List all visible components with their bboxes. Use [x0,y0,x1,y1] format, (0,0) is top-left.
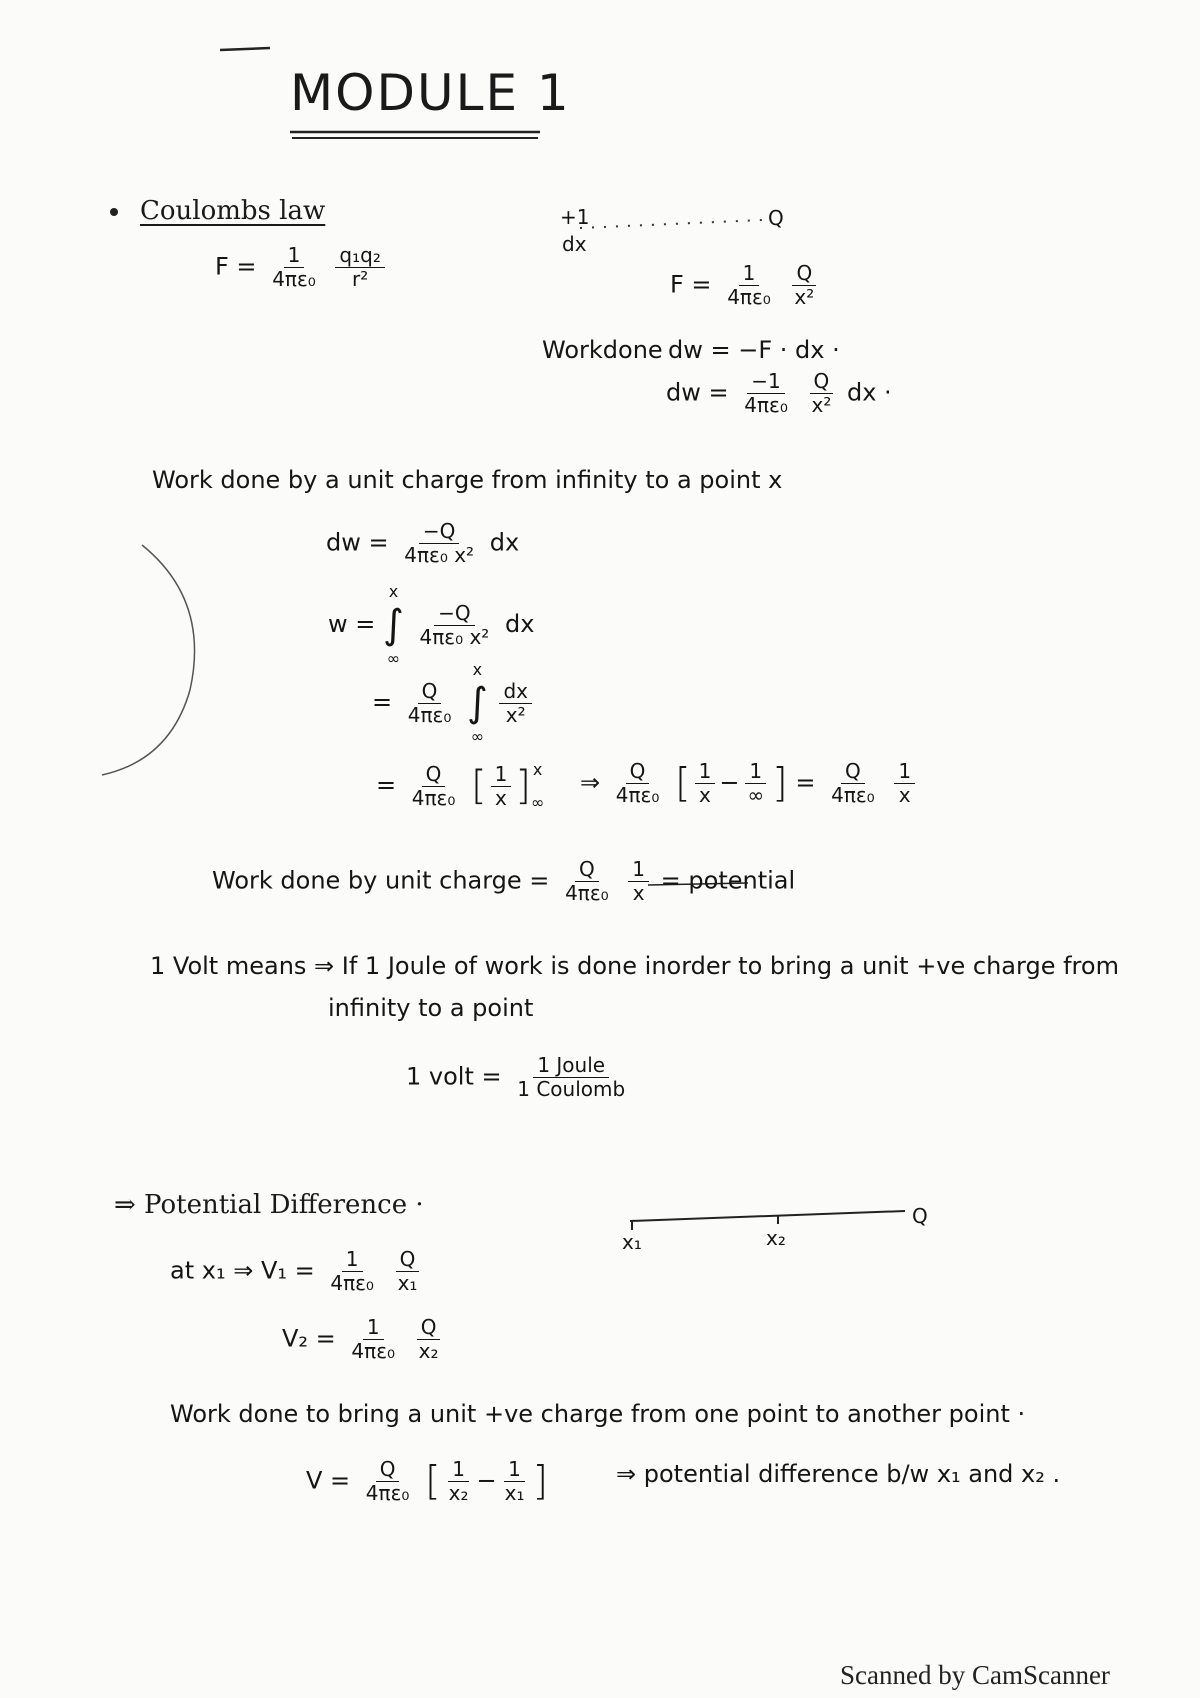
integral-sign-2: ∫ [466,680,488,727]
deriv-step4-b-den: ∞ [747,783,765,807]
volt-formula [406,1054,633,1101]
potential-den1: 4πε₀ [565,881,609,905]
deriv-step4-r2 [894,760,915,807]
v1-num1: 1 [342,1248,363,1272]
v-num: Q [376,1458,400,1482]
workdone-eq2-num1: −1 [747,370,784,394]
workdone-eq2 [666,370,892,417]
deriv-step4-frac [612,760,664,807]
potential-difference-heading: ⇒ Potential Difference · [114,1190,424,1220]
deriv-dw-lhs: dw = [326,528,389,557]
coulomb-heading: Coulombs law [140,196,326,226]
scanner-watermark: Scanned by CamScanner [840,1660,1110,1690]
deriv-step4-eq: = [795,768,816,797]
deriv-step2-num: Q [418,680,442,704]
v-den: 4πε₀ [365,1481,410,1505]
v-lhs: V = [306,1466,351,1495]
volt-formula-frac [513,1054,629,1101]
v-frac-a [445,1458,473,1505]
force2-den2: x² [794,285,815,309]
deriv-step2-frac [404,680,456,727]
deriv-step4 [580,760,919,807]
v1-formula [170,1248,425,1295]
v-right-bracket: ] [532,1458,549,1505]
deriv-w-lhs: w = [328,610,376,639]
v-frac-b [501,1458,529,1505]
deriv-w-tail: dx [504,610,535,639]
deriv-step4-b-num: 1 [745,760,766,784]
v2-num2: Q [417,1316,441,1340]
page-title: MODULE 1 [290,64,571,122]
workdone-eq2-den1: 4πε₀ [744,393,788,417]
workdone-eq2-frac2 [807,370,835,417]
deriv-w [328,582,534,668]
v1-frac1 [326,1248,378,1295]
deriv-step3-lower: ∞ [530,793,545,813]
deriv-dw-tail: dx [489,528,520,557]
force2-num2: Q [792,262,816,286]
axis-x1-label: x₁ [622,1230,642,1254]
v-left-bracket: [ [425,1458,441,1505]
deriv-step3-frac [408,763,460,810]
v2-prefix: V₂ = [282,1324,336,1353]
deriv-dw-frac [400,520,478,567]
bullet [110,208,118,216]
unit-charge-line: Work done by a unit charge from infinity to a point x [152,466,783,494]
v-b-den: x₁ [504,1481,525,1505]
deriv-step4-a [695,760,716,807]
deriv-step2 [372,660,536,746]
deriv-dw-den: 4πε₀ x² [404,543,475,567]
potential-frac1 [561,858,613,905]
potential-frac2 [628,858,649,905]
coulomb-num2: q₁q₂ [335,244,384,268]
v2-formula [282,1316,447,1363]
deriv-step2-int-den: x² [505,702,526,727]
deriv-w-limits [383,582,404,668]
volt-formula-num: 1 Joule [533,1054,609,1078]
deriv-step3-inner [491,763,512,810]
workdone-label: Workdone [542,336,663,364]
deriv-step4-num: Q [626,760,650,784]
axis-line [630,1211,905,1221]
axis-q-label: Q [912,1204,928,1228]
v-note: ⇒ potential difference b/w x₁ and x₂ . [616,1460,1061,1488]
volt-line2: infinity to a point [328,994,534,1022]
deriv-step4-r [827,760,879,807]
coulomb-frac2 [335,244,384,291]
workdone-eq1: dw = −F · dx · [668,336,840,364]
deriv-w-den: 4πε₀ x² [419,624,490,649]
force2-formula [670,262,822,309]
test-charge-label: +1 [560,205,590,229]
volt-formula-lhs: 1 volt = [406,1062,502,1091]
deriv-step3-num: Q [422,763,446,787]
deriv-w-upper: x [388,582,399,601]
potential-num2: 1 [628,858,649,882]
v-b-num: 1 [504,1458,525,1482]
v1-num2: Q [396,1248,420,1272]
v1-den1: 4πε₀ [330,1271,374,1295]
workdone-eq2-num2: Q [810,370,834,394]
workdone-eq2-frac1 [740,370,792,417]
deriv-step4-b [743,760,768,807]
v2-den2: x₂ [418,1339,439,1363]
top-dash [220,48,270,50]
punch-hole-arc [102,545,195,775]
deriv-step4-r2-den: x [898,783,911,807]
potential-result: potential [688,866,796,895]
dx-label: dx [562,232,587,256]
coulomb-formula [215,244,389,291]
deriv-step3-inner-num: 1 [491,763,512,787]
v1-prefix: at x₁ ⇒ V₁ = [170,1256,315,1285]
volt-formula-den: 1 Coulomb [517,1077,626,1101]
deriv-w-lower: ∞ [386,649,401,669]
v-a-num: 1 [448,1458,469,1482]
potential-num1: Q [575,858,599,882]
minus-sign: − [719,768,740,797]
deriv-step3-den: 4πε₀ [411,785,456,810]
dotted-path [580,220,762,228]
force2-lhs: F = [670,270,712,299]
coulomb-den1: 4πε₀ [272,267,316,291]
v2-frac1 [347,1316,399,1363]
force2-num1: 1 [739,262,760,286]
workdone-eq2-lhs: dw = [666,378,729,407]
v-a-den: x₂ [448,1481,469,1505]
workdone-eq2-tail: dx · [846,378,892,407]
v2-frac2 [415,1316,443,1363]
potential-label: Work done by unit charge = [212,866,550,895]
deriv-step4-r-den: 4πε₀ [831,783,875,807]
deriv-step4-a-num: 1 [695,760,716,784]
deriv-dw [326,520,519,567]
coulomb-den2: r² [352,267,369,291]
right-bracket: ] [515,763,531,810]
deriv-step4-r2-num: 1 [894,760,915,784]
v-frac [362,1458,414,1505]
deriv-step2-den: 4πε₀ [407,702,452,727]
right-bracket-2: ] [772,760,788,807]
deriv-step2-int-num: dx [499,680,532,704]
integral-sign: ∫ [383,602,404,649]
deriv-step2-eq: = [372,688,393,717]
left-bracket: [ [470,763,487,810]
deriv-step2-int-frac [499,680,532,727]
deriv-step3-upper: x [532,760,543,779]
v1-den2: x₁ [397,1271,418,1295]
deriv-step3-eq: = [376,771,397,800]
v-formula [306,1458,548,1505]
potential-line [212,858,795,905]
deriv-step3 [376,760,544,812]
v1-frac2 [394,1248,422,1295]
deriv-step3-inner-den: x [495,785,507,810]
force2-frac2 [790,262,818,309]
coulomb-num1: 1 [284,244,305,268]
deriv-w-num: −Q [434,602,475,626]
coulomb-lhs: F = [215,252,257,281]
deriv-step4-den: 4πε₀ [615,783,660,807]
deriv-step2-limits [467,660,488,746]
v-minus: − [476,1466,497,1495]
deriv-step2-lower: ∞ [470,727,485,747]
deriv-w-frac [416,602,494,649]
deriv-implies: ⇒ [580,768,601,797]
source-charge-label: Q [768,206,784,230]
left-bracket-2: [ [674,760,691,807]
workdone-eq2-den2: x² [811,393,832,417]
v2-num1: 1 [363,1316,384,1340]
pd-work-line: Work done to bring a unit +ve charge from one point to another point · [170,1400,1026,1428]
potential-eq: = [660,866,681,895]
axis-x2-label: x₂ [766,1226,786,1250]
deriv-step2-upper: x [472,660,483,679]
deriv-step3-limits [531,760,544,812]
coulomb-frac1 [268,244,320,291]
deriv-step4-r-num: Q [841,760,865,784]
volt-line1: 1 Volt means ⇒ If 1 Joule of work is done inorder to bring a unit +ve charge from [150,952,1119,980]
deriv-step4-a-den: x [699,783,711,807]
force2-den1: 4πε₀ [727,285,771,309]
potential-den2: x [632,881,645,905]
v2-den1: 4πε₀ [351,1339,396,1363]
deriv-dw-num: −Q [419,520,460,544]
force2-frac1 [723,262,775,309]
